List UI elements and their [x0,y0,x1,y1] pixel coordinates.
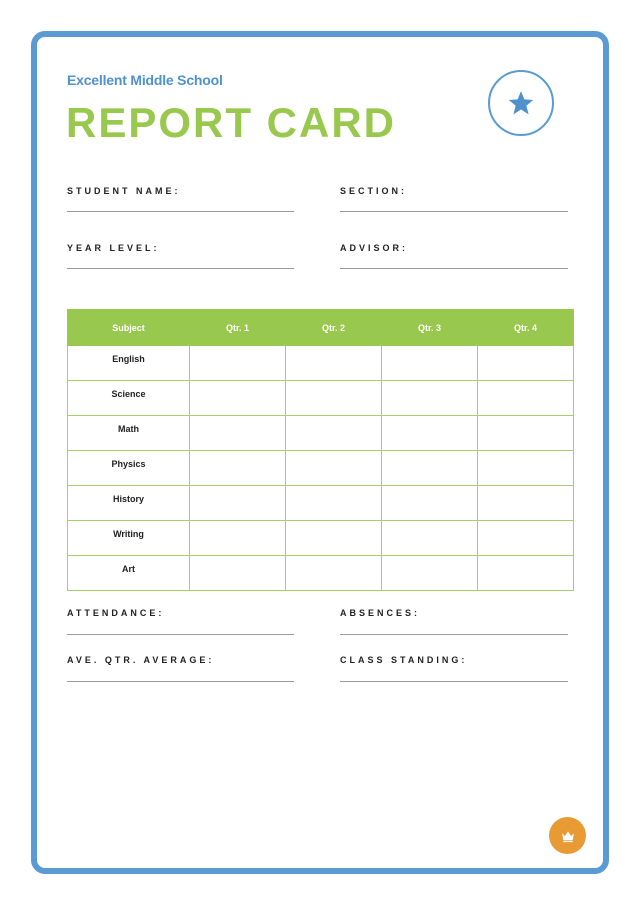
grade-cell[interactable] [190,556,286,591]
crown-icon [560,828,576,844]
section-field[interactable] [340,211,568,212]
subject-cell: Writing [68,521,190,556]
table-header-row [68,310,574,346]
star-icon [507,89,535,117]
subject-cell: English [68,346,190,381]
grade-cell[interactable] [382,521,478,556]
table-row [68,381,574,416]
advisor-label: ADVISOR: [340,243,409,253]
ave-qtr-average-label: AVE. QTR. AVERAGE: [67,655,215,665]
grade-cell[interactable] [382,346,478,381]
grade-cell[interactable] [382,416,478,451]
absences-field[interactable] [340,634,568,635]
header-qtr-1: Qtr. 1 [190,310,286,346]
school-name: Excellent Middle School [67,72,223,88]
subject-cell: Art [68,556,190,591]
star-badge [488,70,554,136]
subject-cell: Math [68,416,190,451]
attendance-field[interactable] [67,634,294,635]
grade-cell[interactable] [478,521,574,556]
advisor-field[interactable] [340,268,568,269]
header-qtr-2: Qtr. 2 [286,310,382,346]
grade-cell[interactable] [190,521,286,556]
subject-cell: Physics [68,451,190,486]
grade-cell[interactable] [190,346,286,381]
grade-cell[interactable] [382,486,478,521]
grade-cell[interactable] [190,381,286,416]
grade-cell[interactable] [478,416,574,451]
table-row [68,521,574,556]
grade-cell[interactable] [190,486,286,521]
grade-cell[interactable] [286,486,382,521]
grade-cell[interactable] [478,556,574,591]
class-standing-label: CLASS STANDING: [340,655,468,665]
grade-cell[interactable] [478,381,574,416]
table-row [68,346,574,381]
header-subject: Subject [68,310,190,346]
grade-cell[interactable] [382,381,478,416]
grade-cell[interactable] [478,486,574,521]
ave-qtr-average-field[interactable] [67,681,294,682]
table-row [68,451,574,486]
grade-cell[interactable] [190,416,286,451]
grade-cell[interactable] [286,556,382,591]
table-row [68,486,574,521]
grade-cell[interactable] [286,416,382,451]
page-title: REPORT CARD [66,99,397,146]
table-row [68,556,574,591]
subject-cell: Science [68,381,190,416]
section-label: SECTION: [340,186,408,196]
header-qtr-3: Qtr. 3 [382,310,478,346]
grade-cell[interactable] [382,451,478,486]
absences-label: ABSENCES: [340,608,421,618]
subject-cell: History [68,486,190,521]
year-level-label: YEAR LEVEL: [67,243,160,253]
attendance-label: ATTENDANCE: [67,608,165,618]
grades-table [67,309,574,591]
student-name-label: STUDENT NAME: [67,186,181,196]
grade-cell[interactable] [478,346,574,381]
crown-badge[interactable] [549,817,586,854]
grade-cell[interactable] [382,556,478,591]
year-level-field[interactable] [67,268,294,269]
grade-cell[interactable] [190,451,286,486]
class-standing-field[interactable] [340,681,568,682]
grade-cell[interactable] [286,346,382,381]
student-name-field[interactable] [67,211,294,212]
grade-cell[interactable] [286,381,382,416]
grade-cell[interactable] [286,521,382,556]
grade-cell[interactable] [286,451,382,486]
table-row [68,416,574,451]
header-qtr-4: Qtr. 4 [478,310,574,346]
grade-cell[interactable] [478,451,574,486]
